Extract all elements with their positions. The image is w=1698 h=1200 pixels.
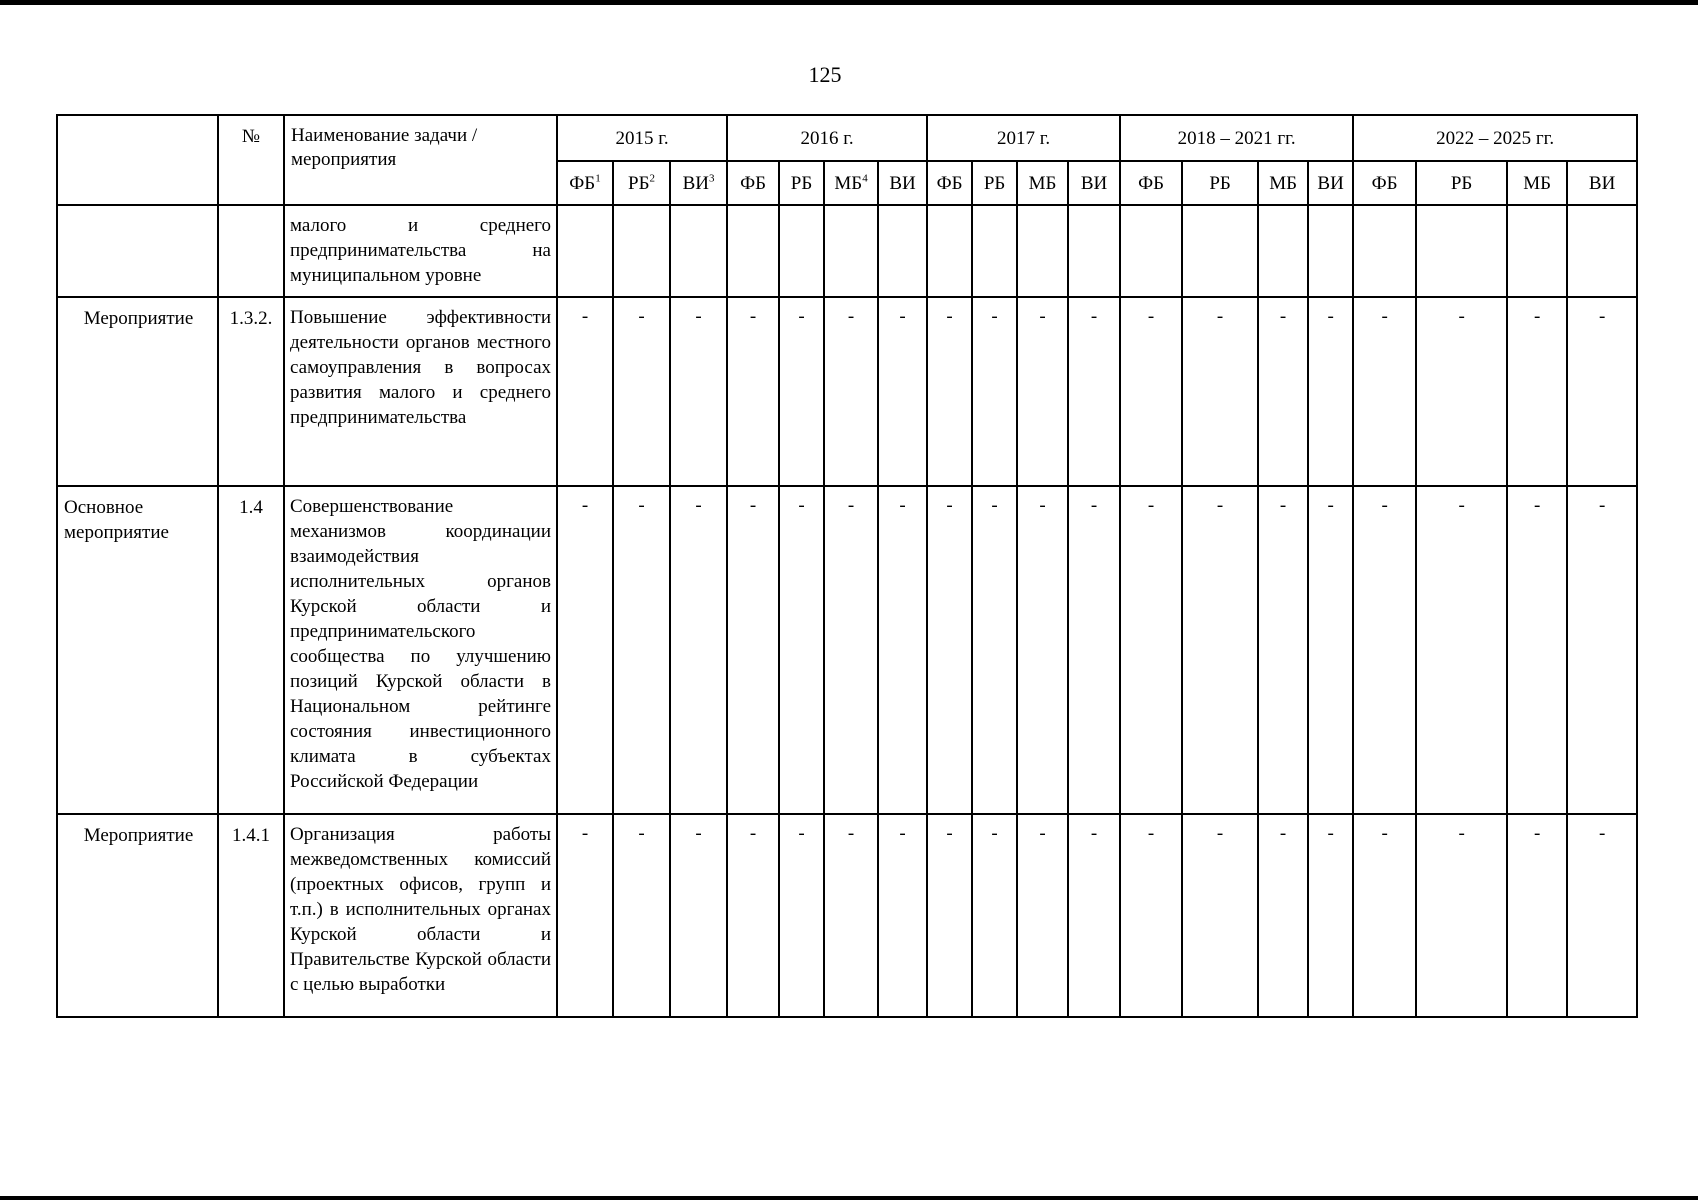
- row-type-cell: Основное мероприятие: [57, 486, 218, 814]
- row-type-cell: Мероприятие: [57, 297, 218, 486]
- source-header: $ФБ^1$: [557, 161, 613, 205]
- value-cell: [1507, 205, 1567, 297]
- header-row-years: [57, 115, 1637, 161]
- value-cell: -: [1182, 814, 1258, 1017]
- value-cell: -: [727, 814, 779, 1017]
- value-cell: -: [927, 486, 972, 814]
- value-cell: -: [1017, 486, 1068, 814]
- value-cell: [824, 205, 878, 297]
- source-header: МБ: [1507, 161, 1567, 205]
- source-header: РБ: [1182, 161, 1258, 205]
- source-header: РБ: [972, 161, 1017, 205]
- source-header: РБ: [1416, 161, 1507, 205]
- source-header: ВИ: [1567, 161, 1637, 205]
- budget-table: [56, 114, 1638, 1018]
- value-cell: -: [1182, 486, 1258, 814]
- row-number-cell: 1.4.1: [218, 814, 284, 1017]
- value-cell: -: [1120, 486, 1182, 814]
- table-row: [57, 814, 1637, 1017]
- value-cell: -: [557, 297, 613, 486]
- value-cell: -: [1017, 814, 1068, 1017]
- value-cell: -: [1308, 486, 1353, 814]
- value-cell: [613, 205, 670, 297]
- value-cell: -: [1507, 814, 1567, 1017]
- value-cell: -: [1258, 486, 1308, 814]
- value-cell: -: [878, 297, 927, 486]
- value-cell: -: [927, 814, 972, 1017]
- source-header: ФБ: [1120, 161, 1182, 205]
- value-cell: -: [824, 297, 878, 486]
- page-number: 125: [808, 62, 842, 87]
- value-cell: [670, 205, 727, 297]
- value-cell: -: [1507, 486, 1567, 814]
- row-number-cell: [218, 205, 284, 297]
- value-cell: -: [727, 486, 779, 814]
- value-cell: -: [613, 814, 670, 1017]
- value-cell: -: [1258, 814, 1308, 1017]
- scan-border-bottom: [0, 1196, 1698, 1200]
- value-cell: [927, 205, 972, 297]
- table-row: [57, 297, 1637, 486]
- row-type-cell: Мероприятие: [57, 814, 218, 1017]
- row-number-cell: 1.3.2.: [218, 297, 284, 486]
- value-cell: -: [557, 486, 613, 814]
- source-header: ВИ: [878, 161, 927, 205]
- value-cell: [1567, 205, 1637, 297]
- value-cell: -: [1068, 814, 1120, 1017]
- source-header: $РБ^2$: [613, 161, 670, 205]
- row-name-cell: малого и среднего предпринимательства на муниципальном уровне: [284, 205, 557, 297]
- value-cell: -: [779, 297, 824, 486]
- value-cell: -: [1258, 297, 1308, 486]
- value-cell: -: [670, 297, 727, 486]
- value-cell: -: [824, 486, 878, 814]
- source-header: $МБ^4$: [824, 161, 878, 205]
- value-cell: [779, 205, 824, 297]
- value-cell: -: [1182, 297, 1258, 486]
- value-cell: [1308, 205, 1353, 297]
- value-cell: -: [1353, 486, 1416, 814]
- value-cell: -: [779, 486, 824, 814]
- value-cell: -: [1068, 297, 1120, 486]
- value-cell: -: [779, 814, 824, 1017]
- value-cell: [1068, 205, 1120, 297]
- value-cell: -: [727, 297, 779, 486]
- source-header: ВИ: [1068, 161, 1120, 205]
- value-cell: -: [878, 486, 927, 814]
- source-header: МБ: [1017, 161, 1068, 205]
- year-header-2015: 2015 г.: [557, 115, 727, 161]
- value-cell: [1258, 205, 1308, 297]
- value-cell: -: [972, 297, 1017, 486]
- value-cell: [1120, 205, 1182, 297]
- value-cell: -: [613, 297, 670, 486]
- year-header-2016: 2016 г.: [727, 115, 927, 161]
- value-cell: [1182, 205, 1258, 297]
- row-name-cell: Организация работы межведомственных комиссий (проектных офисов, групп и т.п.) в исполнительных органах Курской области и Правительстве Курской области с целью выработки: [284, 814, 557, 1017]
- value-cell: -: [927, 297, 972, 486]
- value-cell: [557, 205, 613, 297]
- value-cell: -: [1567, 297, 1637, 486]
- value-cell: -: [1567, 814, 1637, 1017]
- value-cell: -: [878, 814, 927, 1017]
- value-cell: -: [972, 486, 1017, 814]
- value-cell: [1017, 205, 1068, 297]
- value-cell: [1353, 205, 1416, 297]
- year-header-2017: 2017 г.: [927, 115, 1120, 161]
- row-number-cell: 1.4: [218, 486, 284, 814]
- number-header: №: [218, 115, 284, 205]
- table-row: [57, 486, 1637, 814]
- value-cell: [878, 205, 927, 297]
- table-body: [57, 205, 1637, 1017]
- table-row: [57, 205, 1637, 297]
- value-cell: -: [670, 486, 727, 814]
- value-cell: [1416, 205, 1507, 297]
- row-type-cell: [57, 205, 218, 297]
- value-cell: -: [1416, 297, 1507, 486]
- year-header-2018-2021: 2018 – 2021 гг.: [1120, 115, 1353, 161]
- value-cell: -: [1353, 297, 1416, 486]
- source-header: МБ: [1258, 161, 1308, 205]
- value-cell: -: [1416, 486, 1507, 814]
- value-cell: [727, 205, 779, 297]
- value-cell: -: [1120, 297, 1182, 486]
- source-header: ФБ: [927, 161, 972, 205]
- value-cell: -: [1308, 814, 1353, 1017]
- value-cell: -: [1017, 297, 1068, 486]
- value-cell: -: [1068, 486, 1120, 814]
- value-cell: -: [1353, 814, 1416, 1017]
- year-header-2022-2025: 2022 – 2025 гг.: [1353, 115, 1637, 161]
- value-cell: -: [1416, 814, 1507, 1017]
- source-header: ФБ: [727, 161, 779, 205]
- row-name-cell: Повышение эффективности деятельности органов местного самоуправления в вопросах развития малого и среднего предпринимательства: [284, 297, 557, 486]
- value-cell: [972, 205, 1017, 297]
- source-header: $ВИ^3$: [670, 161, 727, 205]
- value-cell: -: [670, 814, 727, 1017]
- value-cell: -: [1120, 814, 1182, 1017]
- source-header: ВИ: [1308, 161, 1353, 205]
- value-cell: -: [1308, 297, 1353, 486]
- type-header: [57, 115, 218, 205]
- source-header: РБ: [779, 161, 824, 205]
- value-cell: -: [613, 486, 670, 814]
- value-cell: -: [1567, 486, 1637, 814]
- value-cell: -: [557, 814, 613, 1017]
- name-header: Наименование задачи / мероприятия: [284, 115, 557, 205]
- source-header: ФБ: [1353, 161, 1416, 205]
- value-cell: -: [1507, 297, 1567, 486]
- row-name-cell: Совершенствование механизмов координации взаимодействия исполнительных органов Курской области и предпринимательского сообщества по улучшению позиций Курской области в Национальном рейтинге состояния инвестиционного климата в субъектах Российской Федерации: [284, 486, 557, 814]
- value-cell: -: [824, 814, 878, 1017]
- scan-border-top: [0, 0, 1698, 5]
- value-cell: -: [972, 814, 1017, 1017]
